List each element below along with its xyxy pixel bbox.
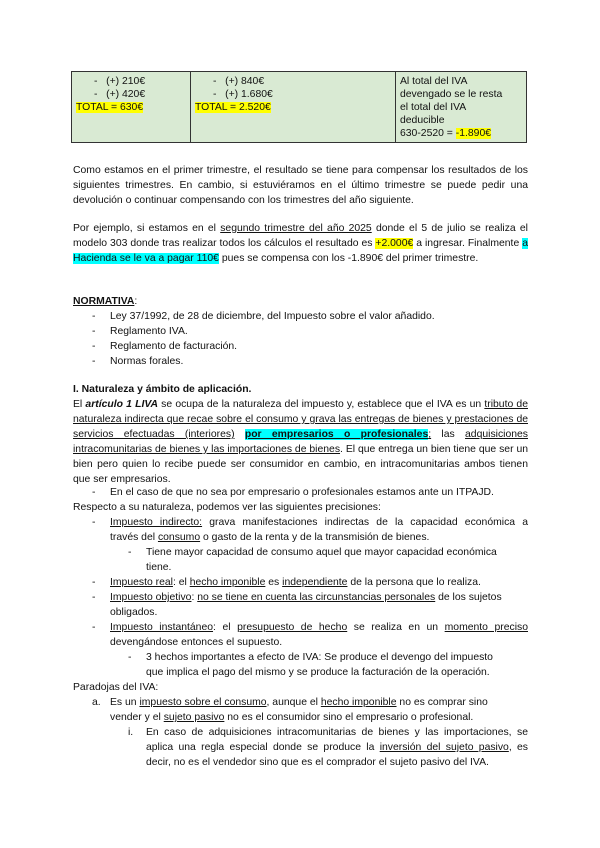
table-cell-result: Al total del IVA devengado se le resta el total del IVA deducible 630-2520 = -1.890€	[396, 72, 527, 143]
normativa-heading: NORMATIVA:	[73, 296, 138, 307]
paragraph-compensation: Como estamos en el primer trimestre, el resultado se tiene para compensar los resultados de los siguientes trimestres. En cambio, si estuviéramos en el último trimestre se puede pedir una devolución o continuar compensando con los trimestres del año siguiente.	[73, 165, 528, 206]
table-cell-q1: - (+) 210€ - (+) 420€ TOTAL = 630€	[72, 72, 191, 143]
total-highlight: TOTAL = 630€	[76, 102, 144, 113]
list-item: Impuesto objetivo: no se tiene en cuenta las circunstancias personales de los sujetos	[110, 592, 502, 603]
paragraph-article-1: El artículo 1 LIVA se ocupa de la naturaleza del impuesto y, establece que el IVA es un tributo de naturaleza indirecta que recae sobre el consumo y grava las entregas de bienes y prestaciones de servicios efectuadas (interiores) por empresarios o profesionales; las adquisiciones intracomunitarias de bienes y las importaciones de bienes. El que entrega un bien tiene que ser un bien pero quien lo recibe puede ser consumidor en cambio, en intracomunitarias ambos tienen que ser empresarios.	[73, 399, 529, 485]
list-item: Normas forales.	[110, 356, 184, 367]
list-item: En caso de adquisiciones intracomunitarias de bienes y las importaciones, se	[146, 727, 528, 738]
list-item: En el caso de que no sea por empresario o profesionales estamos ante un ITPAJD.	[110, 487, 494, 498]
paradojas-heading: Paradojas del IVA:	[73, 682, 159, 693]
section-heading: I. Naturaleza y ámbito de aplicación.	[73, 384, 252, 395]
table-cell-q2: - (+) 840€ - (+) 1.680€ TOTAL = 2.520€	[191, 72, 396, 143]
list-item: Tiene mayor capacidad de consumo aquel que mayor capacidad económica	[146, 547, 497, 558]
list-item: Es un impuesto sobre el consumo, aunque el hecho imponible no es comprar sino	[110, 697, 488, 708]
list-item: Impuesto real: el hecho imponible es independiente de la persona que lo realiza.	[110, 577, 481, 588]
total-highlight: TOTAL = 2.520€	[195, 102, 271, 113]
paragraph-example: Por ejemplo, si estamos en el segundo trimestre del año 2025 donde el 5 de julio se realiza el modelo 303 donde tras realizar todos los cálculos el resultado es +2.000€ a ingresar. Finalmente a Hacienda se le va a pagar 110€ pues se compensa con los -1.890€ del primer trimestre.	[73, 223, 528, 264]
list-item: Ley 37/1992, de 28 de diciembre, del Impuesto sobre el valor añadido.	[110, 311, 435, 322]
vat-summary-table	[71, 71, 527, 143]
list-item: Impuesto indirecto: grava manifestaciones indirectas de la capacidad económica a	[110, 517, 528, 528]
list-item: Reglamento IVA.	[110, 326, 188, 337]
list-item: 3 hechos importantes a efecto de IVA: Se produce el devengo del impuesto	[146, 652, 493, 663]
list-item: Impuesto instantáneo: el presupuesto de hecho se realiza en un momento preciso	[110, 622, 528, 633]
document-page: - (+) 210€ - (+) 420€ TOTAL = 630€ - (+) 840€ - (+) 1.680€ TOTAL = 2.520€ Al total del IVA devengado se le resta el total del IVA deducible 630-2520 = -1.890€ Como estamos en el primer trimestre, el resultado se tiene para compensar los resultados de los siguientes trimestres. En cambio, si estuviéramos en el último trimestre se puede pedir una devolución o continuar compensando con los trimestres del año siguiente. Por ejemplo, si estamos en el segundo trimestre del año 2025 donde el 5 de julio se realiza el modelo 303 donde tras realizar todos los cálculos el resultado es +2.000€ a ingresar. Finalmente a Hacienda se le va a pagar 110€ pues se compensa con los -1.890€ del primer trimestre. NORMATIVA: - Ley 37/1992, de 28 de diciembre, del Impuesto sobre el valor añadido. - Reglamento IVA. - Reglamento de facturación. - Normas forales. I. Naturaleza y ámbito de aplicación. El artículo 1 LIVA se ocupa de la naturaleza del impuesto y, establece que el IVA es un tributo de naturaleza indirecta que recae sobre el consumo y grava las entregas de bienes y prestaciones de servicios efectuadas (interiores) por empresarios o profesionales; las adquisiciones intracomunitarias de bienes y las importaciones de bienes. El que entrega un bien tiene que ser un bien pero quien lo recibe puede ser consumidor en cambio, en intracomunitarias ambos tienen que ser empresarios. - En el caso de que no sea por empresario o profesionales estamos ante un ITPAJD. Respecto a su naturaleza, podemos ver las siguientes precisiones: - Impuesto indirecto: grava manifestaciones indirectas de la capacidad económica a través del consumo o gasto de la renta y de la transmisión de bienes. - Tiene mayor capacidad de consumo aquel que mayor capacidad económica tiene. - Impuesto real: el hecho imponible es independiente de la persona que lo realiza. - Impuesto objetivo: no se tiene en cuenta las circunstancias personales de los sujetos obligados. - Impuesto instantáneo: el presupuesto de hecho se realiza en un momento preciso devengándose entonces el supuesto. - 3 hechos importantes a efecto de IVA: Se produce el devengo del impuesto que implica el pago del mismo y se produce la facturación de la operación. Paradojas del IVA: a. Es un impuesto sobre el consumo, aunque el hecho imponible no es comprar sino vender y el sujeto pasivo no es el consumidor sino el empresario o profesional. i. En caso de adquisiciones intracomunitarias de bienes y las importaciones, se aplica una regla especial donde se produce la inversión del sujeto pasivo, es decir, no es el vendedor sino que es el comprador el sujeto pasivo del IVA.	[0, 0, 600, 848]
result-highlight: -1.890€	[455, 128, 492, 139]
list-item: Reglamento de facturación.	[110, 341, 238, 352]
paragraph-respecto: Respecto a su naturaleza, podemos ver las siguientes precisiones:	[73, 502, 381, 513]
